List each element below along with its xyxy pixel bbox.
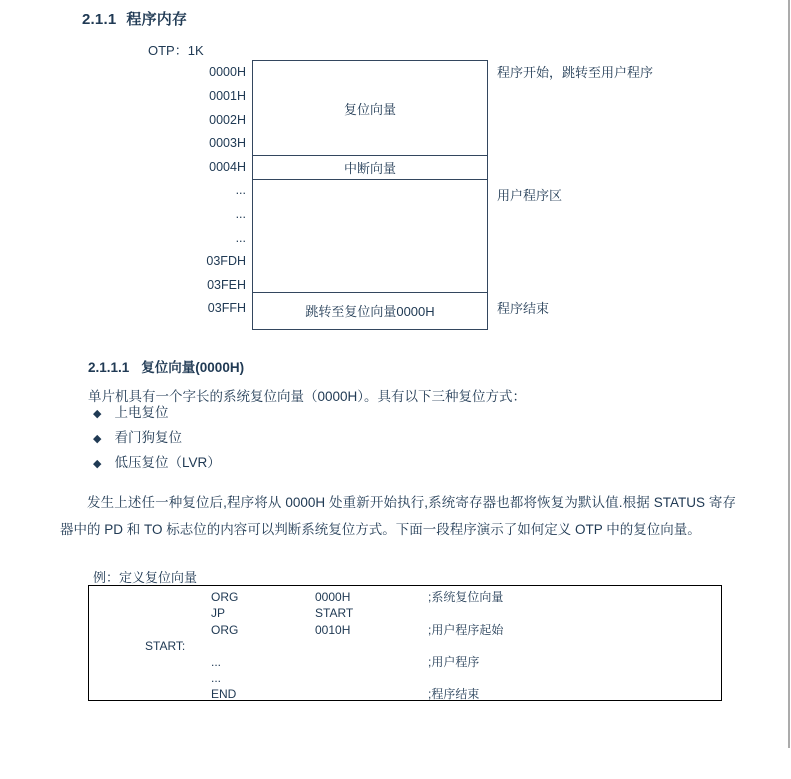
code-row <box>89 622 721 639</box>
code-row <box>89 638 721 655</box>
code-comment: ;用户程序 <box>428 655 480 669</box>
code-label: START: <box>145 639 186 653</box>
code-operand: 0010H <box>315 623 351 637</box>
user-program-cell <box>253 179 487 292</box>
code-opcode: ORG <box>211 590 239 604</box>
code-row <box>89 686 721 703</box>
page-right-edge <box>788 0 790 748</box>
code-opcode: ... <box>211 671 222 685</box>
addr-0000h: 0000H <box>209 65 246 79</box>
code-operand: START <box>315 606 354 620</box>
diamond-bullet-icon: ◆ <box>93 457 102 470</box>
otp-size-label: OTP：1K <box>148 43 204 58</box>
bullet-label: 低压复位（LVR） <box>114 455 221 470</box>
diamond-bullet-icon: ◆ <box>93 407 102 420</box>
code-opcode: JP <box>211 606 226 620</box>
code-row <box>89 605 721 622</box>
addr-0001h: 0001H <box>209 89 246 103</box>
code-comment: ;程序结束 <box>428 687 480 701</box>
addr-ellipsis-1: ... <box>235 183 246 197</box>
code-operand: 0000H <box>315 590 351 604</box>
addr-ellipsis-3: ... <box>235 231 246 245</box>
code-opcode: END <box>211 687 237 701</box>
code-row <box>89 670 721 687</box>
section-number: 2.1.1 <box>82 11 117 28</box>
annotation-program-start: 程序开始，跳转至用户程序 <box>497 65 654 80</box>
bullet-label: 看门狗复位 <box>114 430 182 445</box>
annotation-program-end: 程序结束 <box>497 301 550 316</box>
body-paragraph: 发生上述任一种复位后,程序将从 0000H 处重新开始执行,系统寄存器也都将恢复为默认值.根据 STATUS 寄存器中的 PD 和 TO 标志位的内容可以判断系统复位方式。下面一段程序演示了如何定义 OTP 中的复位向量。 <box>60 495 736 537</box>
bullet-power-on-reset <box>93 404 168 422</box>
addr-03ffh: 03FFH <box>207 301 246 315</box>
bullet-watchdog-reset <box>93 429 182 447</box>
memory-map-box <box>252 60 488 330</box>
addr-03feh: 03FEH <box>207 278 246 292</box>
subsection-title: 复位向量(0000H) <box>141 360 245 375</box>
code-opcode: ... <box>211 655 222 669</box>
code-opcode: ORG <box>211 623 239 637</box>
addr-03fdh: 03FDH <box>206 254 246 268</box>
section-title: 程序内存 <box>126 11 188 28</box>
bullet-lvr-reset <box>93 454 221 472</box>
example-label: 例：定义复位向量 <box>93 570 198 585</box>
bullet-label: 上电复位 <box>114 405 169 420</box>
reset-vector-cell: 复位向量 <box>343 101 396 117</box>
code-row <box>89 589 721 606</box>
addr-0002h: 0002H <box>209 113 246 127</box>
diamond-bullet-icon: ◆ <box>93 432 102 445</box>
addr-0004h: 0004H <box>209 160 246 174</box>
annotation-user-area: 用户程序区 <box>497 188 563 203</box>
code-comment: ;用户程序起始 <box>428 623 504 637</box>
addr-0003h: 0003H <box>209 136 246 150</box>
jump-to-reset-cell: 跳转至复位向量0000H <box>305 304 435 319</box>
section-heading <box>82 8 187 29</box>
subsection-heading <box>88 356 244 376</box>
code-row <box>89 654 721 671</box>
intro-paragraph: 单片机具有一个字长的系统复位向量（0000H）。具有以下三种复位方式： <box>88 389 527 404</box>
code-comment: ;系统复位向量 <box>428 590 504 604</box>
addr-ellipsis-2: ... <box>235 207 246 221</box>
code-example-box <box>88 585 722 701</box>
subsection-number: 2.1.1.1 <box>88 360 130 375</box>
interrupt-vector-cell: 中断向量 <box>343 160 396 176</box>
